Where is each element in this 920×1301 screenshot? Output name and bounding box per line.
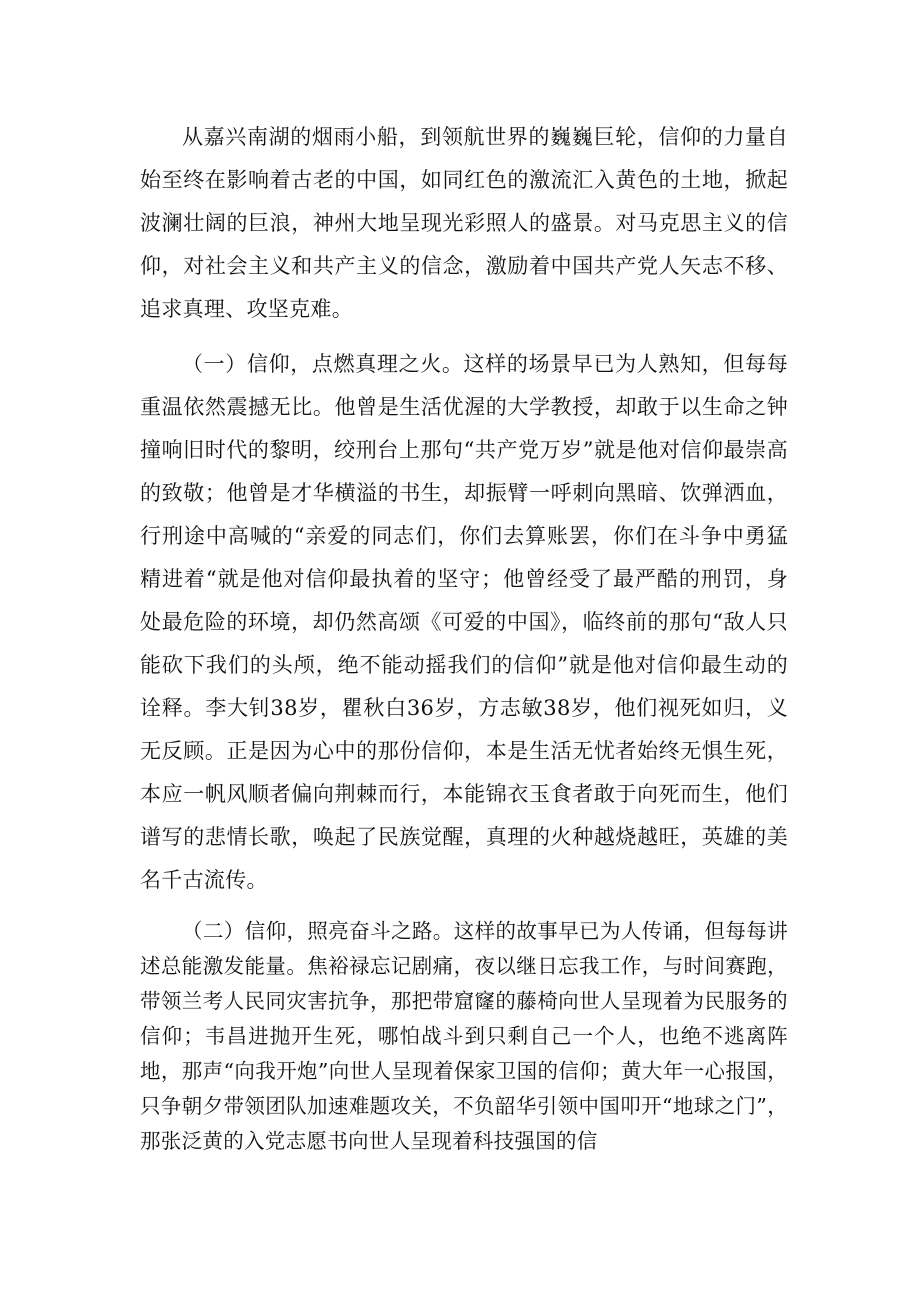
paragraph-section-one: （一）信仰，点燃真理之火。这样的场景早已为人熟知，但每每重温依然震撼无比。他曾是生活优渥的大学教授，却敢于以生命之钟撞响旧时代的黎明，绞刑台上那句“共产党万岁”就是他对信仰最崇高的致敬；他曾是才华横溢的书生，却振臂一呼刺向黑暗、饮弹洒血，行刑途中高喊的“亲爱的同志们，你们去算账罢，你们在斗争中勇猛精进着“就是他对信仰最执着的坚守；他曾经受了最严酷的刑罚，身处最危险的环境，却仍然高颂《可爱的中国》，临终前的那句“敌人只能砍下我们的头颅，绝不能动摇我们的信仰”就是他对信仰最生动的诠释。李大钊38岁，瞿秋白36岁，方志敏38岁，他们视死如归，义无反顾。正是因为心中的那份信仰，本是生活无忧者始终无惧生死，本应一帆风顺者偏向荆棘而行，本能锦衣玉食者敢于向死而生，他们谱写的悲情长歌，唤起了民族觉醒，真理的火种越烧越旺，英雄的美名千古流传。: [140, 352, 788, 892]
paragraph-intro: 从嘉兴南湖的烟雨小船，到领航世界的巍巍巨轮，信仰的力量自始至终在影响着古老的中国，如同红色的激流汇入黄色的土地，掀起波澜壮阔的巨浪，神州大地呈现光彩照人的盛景。对马克思主义的信仰，对社会主义和共产主义的信念，激励着中国共产党人矢志不移、追求真理、攻坚克难。: [140, 125, 788, 321]
paragraph-section-two: （二）信仰，照亮奋斗之路。这样的故事早已为人传诵，但每每讲述总能激发能量。焦裕禄忘记剧痛，夜以继日忘我工作，与时间赛跑，带领兰考人民同灾害抗争，那把带窟窿的藤椅向世人呈现着为民服务的信仰；韦昌进抛开生死，哪怕战斗到只剩自己一个人，也绝不逃离阵地，那声“向我开炮”向世人呈现着保家卫国的信仰；黄大年一心报国，只争朝夕带领团队加速难题攻关，不负韶华引领中国叩开“地球之门”，那张泛黄的入党志愿书向世人呈现着科技强国的信: [140, 919, 788, 1153]
document-page: [140, 116, 788, 1159]
